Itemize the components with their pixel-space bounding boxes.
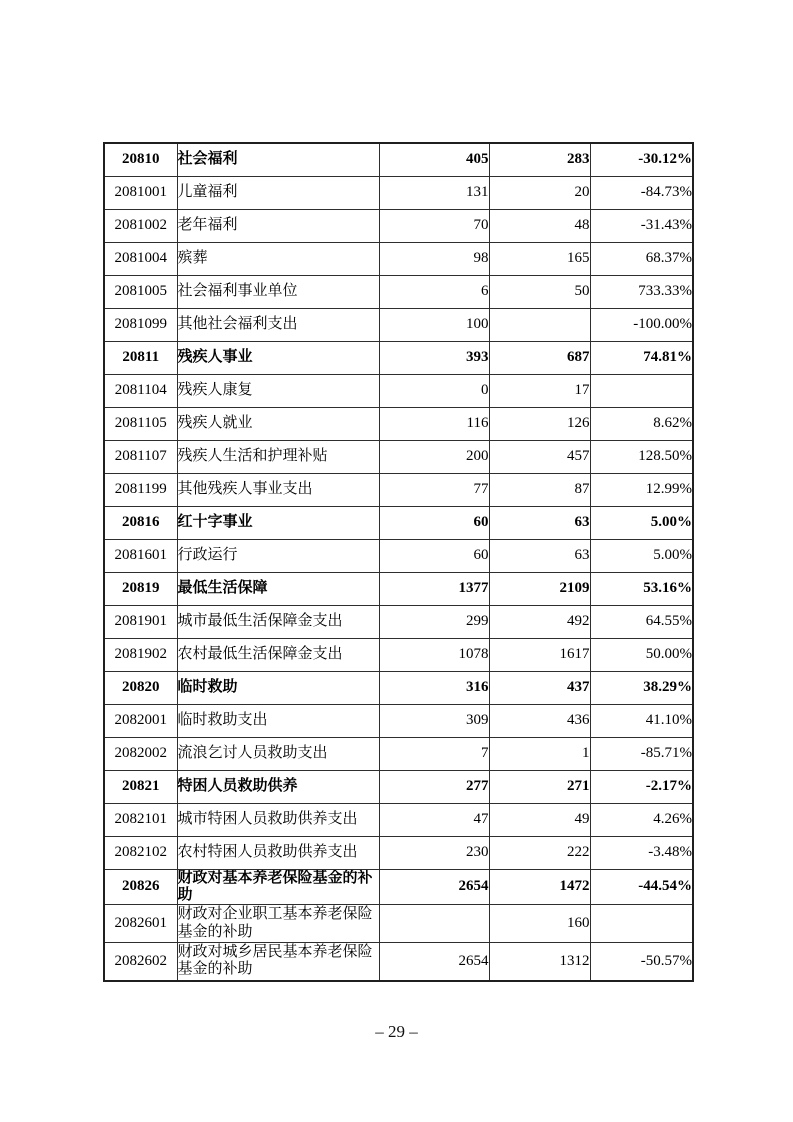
name-cell: 城市最低生活保障金支出 <box>177 605 379 638</box>
name-cell: 特困人员救助供养 <box>177 770 379 803</box>
code-cell: 2081199 <box>104 473 177 506</box>
code-cell: 2081005 <box>104 275 177 308</box>
name-cell: 儿童福利 <box>177 176 379 209</box>
name-cell: 临时救助 <box>177 671 379 704</box>
value1-cell: 277 <box>379 770 489 803</box>
code-cell: 20821 <box>104 770 177 803</box>
value1-cell: 70 <box>379 209 489 242</box>
value1-cell: 6 <box>379 275 489 308</box>
code-cell: 2081105 <box>104 407 177 440</box>
pct-change-cell: 68.37% <box>590 242 693 275</box>
table-row <box>104 539 693 572</box>
value1-cell: 1078 <box>379 638 489 671</box>
pct-change-cell: -2.17% <box>590 770 693 803</box>
value2-cell: 437 <box>489 671 590 704</box>
table-row <box>104 836 693 869</box>
table-row-section <box>104 143 693 176</box>
value1-cell: 60 <box>379 539 489 572</box>
pct-change-cell: 41.10% <box>590 704 693 737</box>
value2-cell: 2109 <box>489 572 590 605</box>
value2-cell: 1472 <box>489 869 590 905</box>
name-cell: 残疾人事业 <box>177 341 379 374</box>
code-cell: 2081001 <box>104 176 177 209</box>
value2-cell: 222 <box>489 836 590 869</box>
value2-cell: 20 <box>489 176 590 209</box>
value1-cell: 7 <box>379 737 489 770</box>
value2-cell: 48 <box>489 209 590 242</box>
pct-change-cell: -50.57% <box>590 943 693 981</box>
name-cell: 残疾人就业 <box>177 407 379 440</box>
pct-change-cell: -100.00% <box>590 308 693 341</box>
table-row <box>104 905 693 943</box>
value1-cell: 200 <box>379 440 489 473</box>
name-cell: 城市特困人员救助供养支出 <box>177 803 379 836</box>
value2-cell: 457 <box>489 440 590 473</box>
code-cell: 2081104 <box>104 374 177 407</box>
budget-expenditure-table <box>103 142 694 982</box>
value2-cell: 126 <box>489 407 590 440</box>
code-cell: 2082601 <box>104 905 177 943</box>
pct-change-cell: -30.12% <box>590 143 693 176</box>
value2-cell: 1617 <box>489 638 590 671</box>
table-row <box>104 308 693 341</box>
code-cell: 2081002 <box>104 209 177 242</box>
pct-change-cell: 128.50% <box>590 440 693 473</box>
table-row <box>104 737 693 770</box>
value2-cell: 271 <box>489 770 590 803</box>
code-cell: 2081901 <box>104 605 177 638</box>
value2-cell: 160 <box>489 905 590 943</box>
pct-change-cell <box>590 905 693 943</box>
table-row <box>104 638 693 671</box>
name-cell: 老年福利 <box>177 209 379 242</box>
value1-cell: 98 <box>379 242 489 275</box>
table-row <box>104 704 693 737</box>
code-cell: 20810 <box>104 143 177 176</box>
pct-change-cell: 64.55% <box>590 605 693 638</box>
value2-cell <box>489 308 590 341</box>
value1-cell: 60 <box>379 506 489 539</box>
value2-cell: 63 <box>489 539 590 572</box>
name-cell: 残疾人康复 <box>177 374 379 407</box>
table-row-section <box>104 506 693 539</box>
name-cell: 社会福利 <box>177 143 379 176</box>
table-row <box>104 275 693 308</box>
value1-cell: 405 <box>379 143 489 176</box>
page-number: – 29 – <box>375 1022 418 1041</box>
pct-change-cell: 53.16% <box>590 572 693 605</box>
table-row <box>104 176 693 209</box>
value2-cell: 283 <box>489 143 590 176</box>
table-row-section <box>104 671 693 704</box>
code-cell: 20819 <box>104 572 177 605</box>
code-cell: 2082602 <box>104 943 177 981</box>
name-cell: 财政对企业职工基本养老保险基金的补助 <box>177 905 379 943</box>
value1-cell <box>379 905 489 943</box>
pct-change-cell: 12.99% <box>590 473 693 506</box>
value1-cell: 2654 <box>379 869 489 905</box>
code-cell: 2081004 <box>104 242 177 275</box>
value2-cell: 687 <box>489 341 590 374</box>
name-cell: 残疾人生活和护理补贴 <box>177 440 379 473</box>
pct-change-cell: -31.43% <box>590 209 693 242</box>
pct-change-cell: -44.54% <box>590 869 693 905</box>
pct-change-cell: 74.81% <box>590 341 693 374</box>
value2-cell: 49 <box>489 803 590 836</box>
code-cell: 20826 <box>104 869 177 905</box>
pct-change-cell: 38.29% <box>590 671 693 704</box>
name-cell: 财政对基本养老保险基金的补助 <box>177 869 379 905</box>
name-cell: 流浪乞讨人员救助支出 <box>177 737 379 770</box>
table-row-section <box>104 869 693 905</box>
value2-cell: 87 <box>489 473 590 506</box>
name-cell: 殡葬 <box>177 242 379 275</box>
value2-cell: 50 <box>489 275 590 308</box>
value1-cell: 116 <box>379 407 489 440</box>
value2-cell: 165 <box>489 242 590 275</box>
pct-change-cell: 8.62% <box>590 407 693 440</box>
code-cell: 2082001 <box>104 704 177 737</box>
table-row <box>104 803 693 836</box>
pct-change-cell: 50.00% <box>590 638 693 671</box>
value2-cell: 1312 <box>489 943 590 981</box>
value1-cell: 309 <box>379 704 489 737</box>
value1-cell: 2654 <box>379 943 489 981</box>
code-cell: 2082101 <box>104 803 177 836</box>
code-cell: 2081902 <box>104 638 177 671</box>
pct-change-cell: 733.33% <box>590 275 693 308</box>
name-cell: 红十字事业 <box>177 506 379 539</box>
table-row <box>104 209 693 242</box>
table-row <box>104 605 693 638</box>
code-cell: 20820 <box>104 671 177 704</box>
value1-cell: 1377 <box>379 572 489 605</box>
table-row <box>104 440 693 473</box>
code-cell: 20811 <box>104 341 177 374</box>
code-cell: 2081107 <box>104 440 177 473</box>
value1-cell: 0 <box>379 374 489 407</box>
value2-cell: 63 <box>489 506 590 539</box>
name-cell: 行政运行 <box>177 539 379 572</box>
name-cell: 社会福利事业单位 <box>177 275 379 308</box>
code-cell: 2081601 <box>104 539 177 572</box>
value1-cell: 47 <box>379 803 489 836</box>
table-row-section <box>104 770 693 803</box>
table-row <box>104 242 693 275</box>
pct-change-cell: -85.71% <box>590 737 693 770</box>
value2-cell: 492 <box>489 605 590 638</box>
value1-cell: 100 <box>379 308 489 341</box>
name-cell: 临时救助支出 <box>177 704 379 737</box>
budget-table-container <box>103 142 694 982</box>
pct-change-cell: -84.73% <box>590 176 693 209</box>
pct-change-cell: 5.00% <box>590 539 693 572</box>
name-cell: 其他残疾人事业支出 <box>177 473 379 506</box>
code-cell: 20816 <box>104 506 177 539</box>
table-row-section <box>104 572 693 605</box>
name-cell: 农村特困人员救助供养支出 <box>177 836 379 869</box>
table-row-section <box>104 341 693 374</box>
value1-cell: 316 <box>379 671 489 704</box>
value2-cell: 436 <box>489 704 590 737</box>
code-cell: 2082002 <box>104 737 177 770</box>
name-cell: 财政对城乡居民基本养老保险基金的补助 <box>177 943 379 981</box>
value2-cell: 1 <box>489 737 590 770</box>
value1-cell: 230 <box>379 836 489 869</box>
table-row <box>104 943 693 981</box>
name-cell: 农村最低生活保障金支出 <box>177 638 379 671</box>
pct-change-cell: 5.00% <box>590 506 693 539</box>
pct-change-cell: 4.26% <box>590 803 693 836</box>
table-row <box>104 407 693 440</box>
name-cell: 最低生活保障 <box>177 572 379 605</box>
code-cell: 2082102 <box>104 836 177 869</box>
value1-cell: 393 <box>379 341 489 374</box>
pct-change-cell <box>590 374 693 407</box>
table-row <box>104 374 693 407</box>
value1-cell: 299 <box>379 605 489 638</box>
table-row <box>104 473 693 506</box>
value2-cell: 17 <box>489 374 590 407</box>
value1-cell: 77 <box>379 473 489 506</box>
name-cell: 其他社会福利支出 <box>177 308 379 341</box>
code-cell: 2081099 <box>104 308 177 341</box>
pct-change-cell: -3.48% <box>590 836 693 869</box>
value1-cell: 131 <box>379 176 489 209</box>
